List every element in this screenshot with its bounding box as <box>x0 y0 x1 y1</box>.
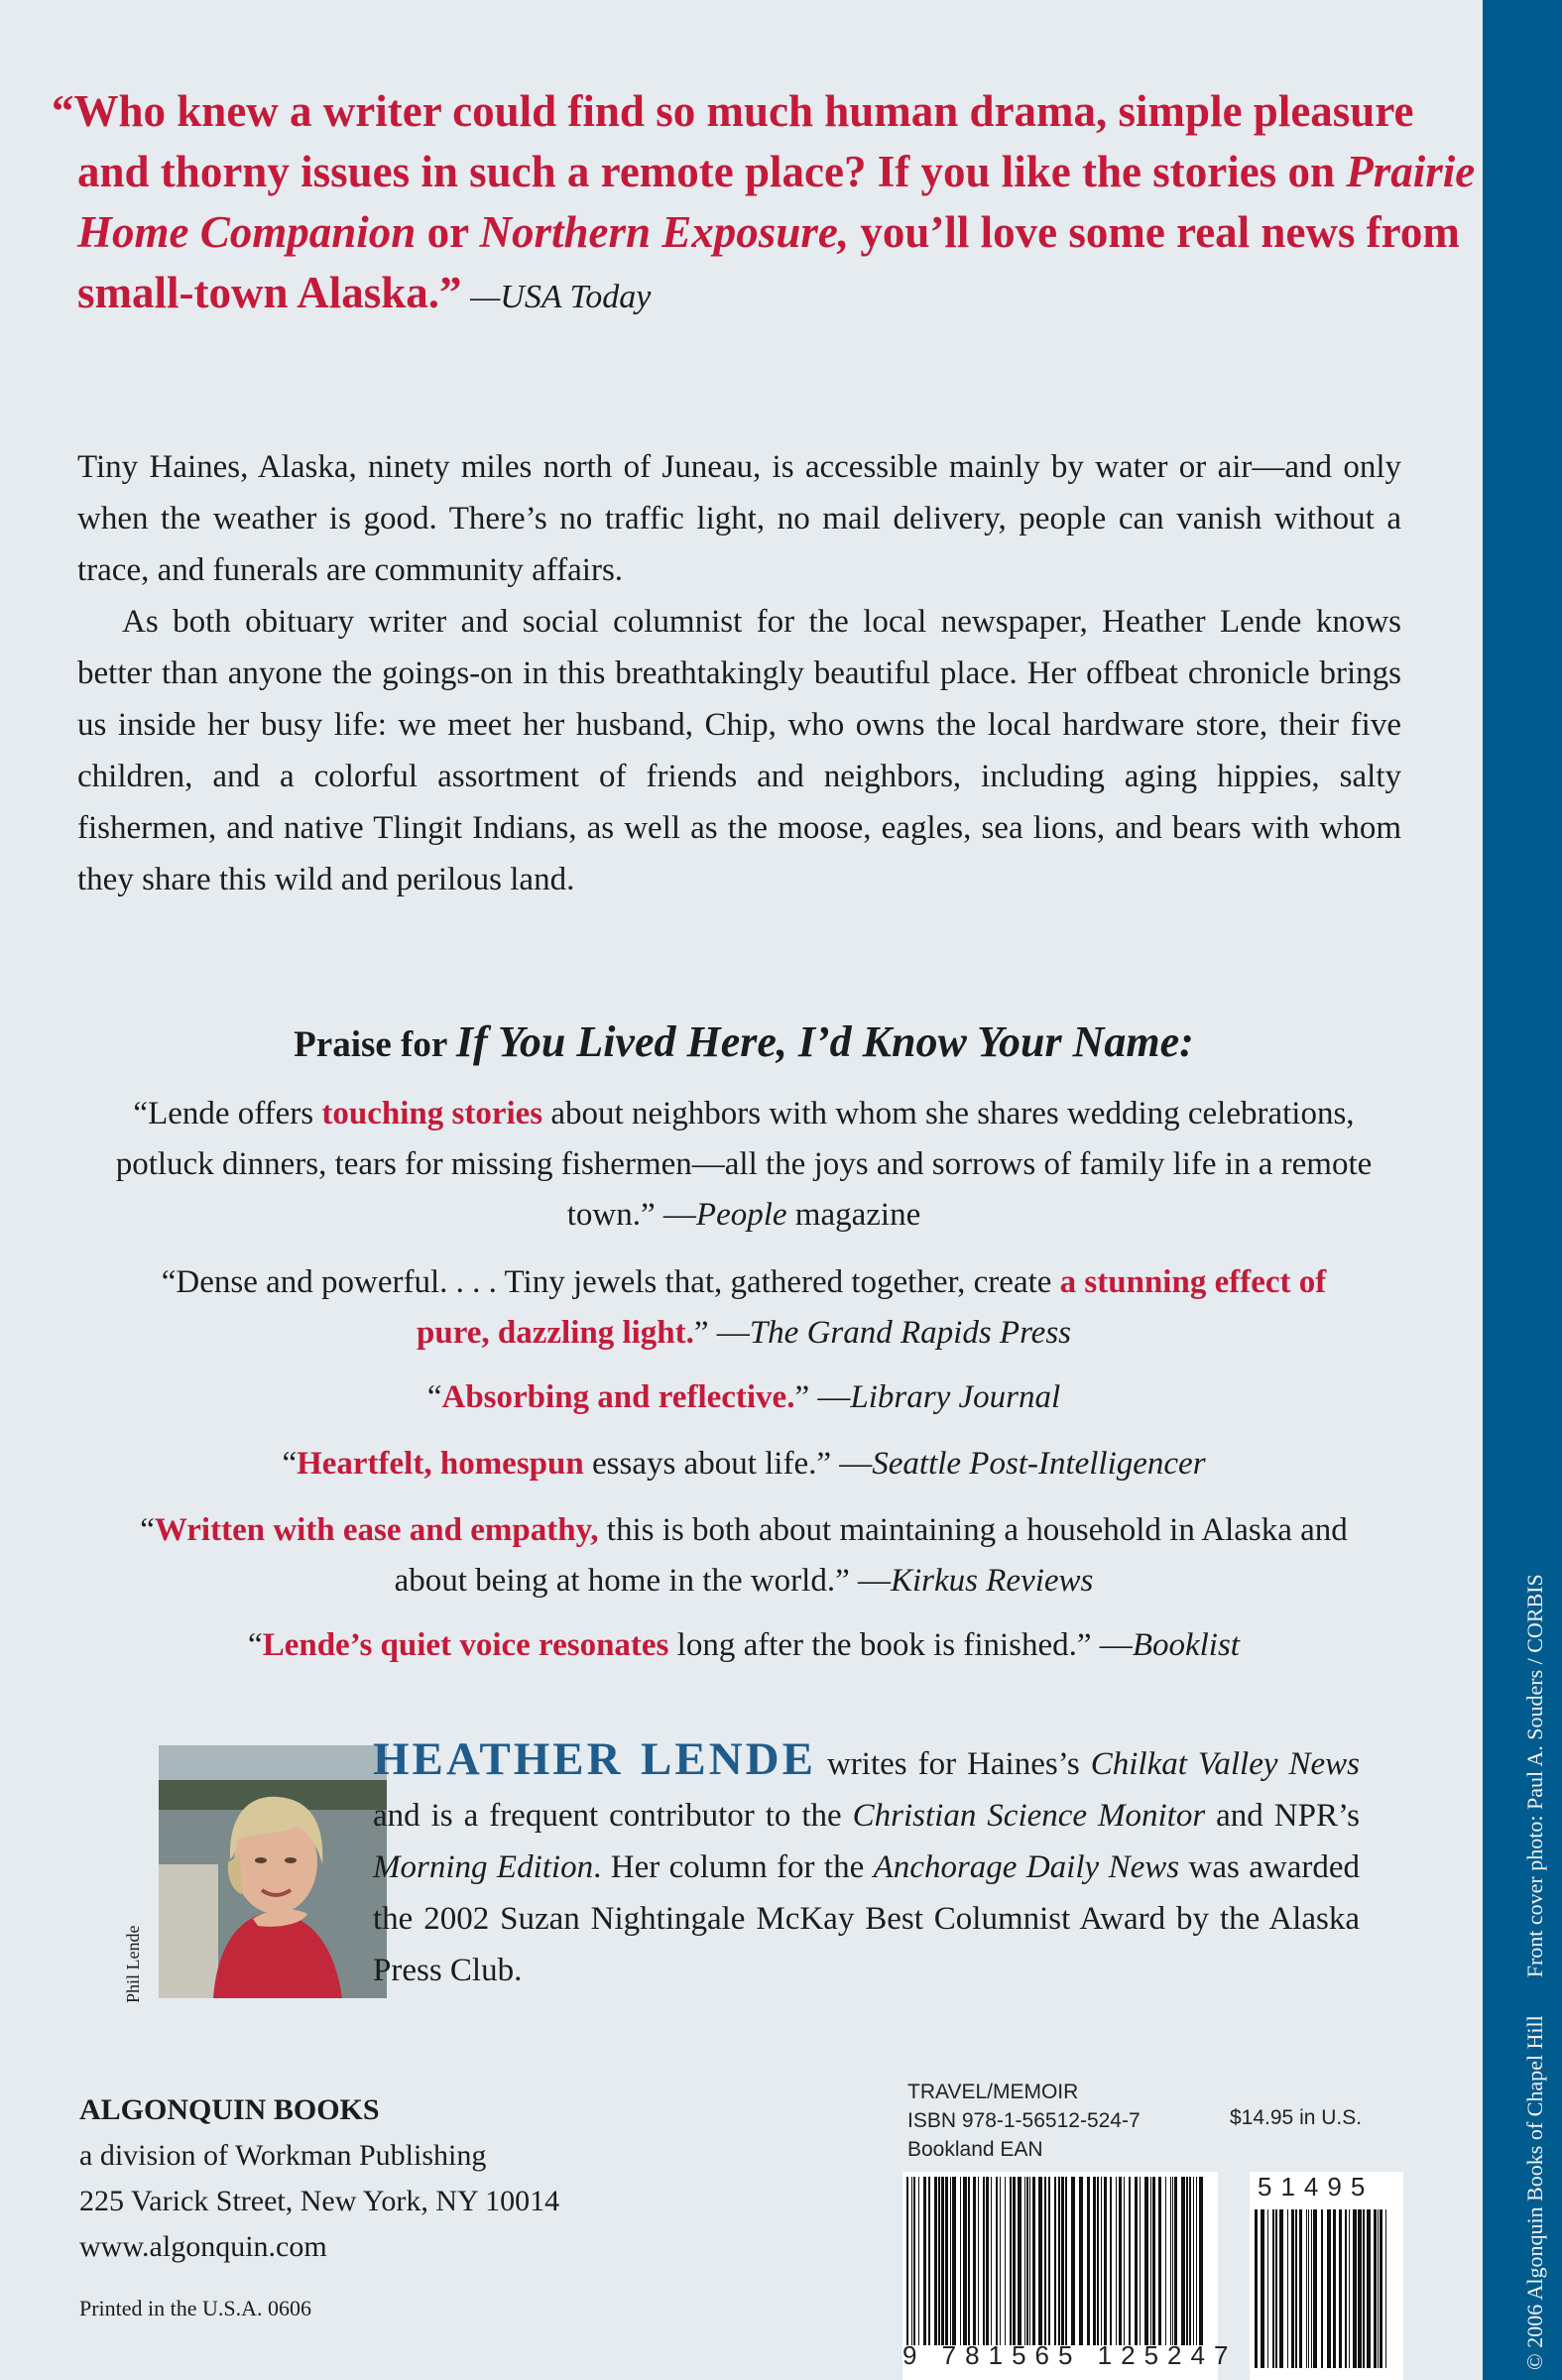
barcode-bar <box>1291 2209 1294 2368</box>
barcode-bar <box>1087 2177 1090 2345</box>
publisher-info <box>79 2087 559 2270</box>
barcode-bar <box>1378 2209 1379 2368</box>
barcode-bar <box>945 2177 948 2345</box>
barcode-bar <box>1119 2177 1122 2345</box>
review-quote: “Dense and powerful. . . . Tiny jewels that, gathered together, create a stunning effect of pure, dazzling light.” —The Grand Rapids Press <box>161 1264 1327 1351</box>
barcode-bar <box>1189 2177 1191 2345</box>
book-category: TRAVEL/MEMOIR <box>907 2081 1079 2103</box>
copyright-line: © 2006 Algonquin Books of Chapel Hill <box>1522 2015 1547 2370</box>
publisher-address: 225 Varick Street, New York, NY 10014 <box>79 2185 560 2217</box>
cover-photo-credit: Front cover photo: Paul A. Souders / CORBIS <box>1522 1574 1547 1978</box>
headline-quote: “Who knew a writer could find so much human drama, simple pleasure and thorny issues in such a remote place? If you like the stories on Prairie Home Companion or Northern Exposure, you’ll love some real news from small-town Alaska.” —USA Today <box>52 86 1476 317</box>
barcode-bar <box>1385 2209 1386 2368</box>
barcode-bar <box>1079 2177 1083 2345</box>
barcode-bar <box>991 2177 992 2345</box>
barcode-bar <box>968 2177 970 2345</box>
barcode-bar <box>1152 2177 1155 2345</box>
photo-credit: Phil Lende <box>123 1925 143 2003</box>
barcode-bars <box>906 2177 1209 2350</box>
barcode-bar <box>1279 2209 1283 2368</box>
barcode-bar <box>1299 2209 1302 2368</box>
barcode-bar <box>1272 2209 1274 2368</box>
headline-quote-source: —USA Today <box>461 279 652 315</box>
barcode-bar <box>1295 2209 1297 2368</box>
barcode-bar <box>1044 2177 1046 2345</box>
barcode-bar <box>1071 2177 1075 2345</box>
barcode-bar <box>978 2177 979 2345</box>
publisher-website: www.algonquin.com <box>79 2230 327 2263</box>
barcode-bar <box>1275 2209 1277 2368</box>
barcode-bar <box>1186 2177 1188 2345</box>
review-quote: “Written with ease and empathy, this is both about maintaining a household in Alaska and about being at home in the world.” —Kirkus Reviews <box>140 1512 1348 1599</box>
barcode-bar <box>1165 2177 1166 2345</box>
author-photo <box>159 1745 387 1998</box>
stripe-credits <box>1522 1574 1548 2370</box>
barcode-bar <box>1048 2177 1050 2345</box>
barcode-bar <box>1005 2177 1006 2345</box>
barcode-bar <box>1255 2209 1258 2368</box>
price-barcode <box>1250 2172 1403 2380</box>
barcode-bar <box>928 2177 930 2345</box>
barcode-bar <box>1308 2209 1309 2368</box>
barcode-bar <box>986 2177 989 2345</box>
barcode-bar <box>1013 2177 1016 2345</box>
barcode-bar <box>934 2177 937 2345</box>
barcode-bar <box>1345 2209 1347 2368</box>
barcode-bar <box>996 2177 998 2345</box>
barcode-bar <box>1150 2177 1151 2345</box>
publisher-division: a division of Workman Publishing <box>79 2139 487 2172</box>
barcode-bar <box>938 2177 940 2345</box>
price-code: 51495 <box>1258 2172 1375 2202</box>
barcode-bar <box>1311 2209 1312 2368</box>
barcode-bar <box>1358 2209 1362 2368</box>
review-quote: “Heartfelt, homespun essays about life.” —Seattle Post-Intelligencer <box>282 1446 1206 1482</box>
barcode-bar <box>973 2177 976 2345</box>
barcode-bar <box>1199 2177 1203 2345</box>
ean-label: Bookland EAN <box>907 2138 1043 2161</box>
barcode-bar <box>1116 2177 1117 2345</box>
barcode-bar <box>1174 2177 1177 2345</box>
barcode-bar <box>1065 2177 1067 2345</box>
barcode-bar <box>1339 2209 1342 2368</box>
barcode-bar <box>983 2177 985 2345</box>
description-paragraph: As both obituary writer and social columnist for the local newspaper, Heather Lende knows better than anyone the goings-on in this breathtakingly beautiful place. Her offbeat chronicle brings us inside her busy life: we meet her husband, Chip, who owns the local hardware store, their five children, and a colorful assortment of friends and neighbors, including aging hippies, salty fishermen, and native Tlingit Indians, as well as the moose, eagles, sea lions, and bears with whom they share this wild and perilous land. <box>77 604 1401 897</box>
barcode-bar <box>918 2177 919 2345</box>
book-description <box>77 441 1401 905</box>
price-barcode-bars <box>1255 2209 1398 2368</box>
barcode-bar <box>1140 2177 1141 2345</box>
barcode-bar <box>1135 2177 1138 2345</box>
barcode-bar <box>1380 2209 1382 2368</box>
review-quote: “Lende’s quiet voice resonates long after the book is finished.” —Booklist <box>248 1627 1240 1663</box>
barcode-bar <box>1267 2209 1268 2368</box>
barcode-bar <box>1101 2177 1102 2345</box>
barcode-bar <box>1097 2177 1099 2345</box>
barcode-bar <box>963 2177 967 2345</box>
barcode-bar <box>913 2177 915 2345</box>
barcode-bar <box>1363 2209 1365 2368</box>
barcode-bar <box>1104 2177 1107 2345</box>
barcode-bar <box>1032 2177 1035 2345</box>
barcode-bar <box>1000 2177 1001 2345</box>
barcode-bar <box>911 2177 912 2345</box>
barcode-bar <box>1026 2177 1028 2345</box>
barcode-bar <box>1353 2209 1357 2368</box>
barcode-bar <box>950 2177 951 2345</box>
barcode-bar <box>1374 2209 1377 2368</box>
barcode-bar <box>1321 2209 1323 2368</box>
barcode-bar <box>941 2177 944 2345</box>
barcode-bar <box>960 2177 961 2345</box>
barcode-bar <box>1124 2177 1125 2345</box>
barcode-bar <box>952 2177 956 2345</box>
publisher-name: ALGONQUIN BOOKS <box>79 2093 380 2126</box>
barcode-bar <box>1327 2209 1331 2368</box>
description-paragraph: Tiny Haines, Alaska, ninety miles north of Juneau, is accessible mainly by water or air—and only when the weather is good. There’s no traffic light, no mail delivery, people can vanish without a trace, and funerals are community affairs. <box>77 449 1401 588</box>
author-name: HEATHER LENDE <box>373 1733 816 1785</box>
barcode-bar <box>1054 2177 1056 2345</box>
isbn-info <box>907 2078 1141 2164</box>
barcode-bar <box>1306 2209 1307 2368</box>
barcode-bar <box>1196 2177 1197 2345</box>
barcode-bar <box>1367 2209 1371 2368</box>
barcode-number: 9 781565 125247 <box>902 2340 1238 2370</box>
isbn-barcode <box>902 2172 1238 2380</box>
barcode-bar <box>1287 2209 1288 2368</box>
barcode-bar <box>1129 2177 1131 2345</box>
review-quote: “Absorbing and reflective.” —Library Journal <box>426 1379 1061 1415</box>
barcode-bar <box>1018 2177 1021 2345</box>
author-portrait-illustration <box>159 1745 387 1998</box>
isbn-number: ISBN 978-1-56512-524-7 <box>907 2109 1141 2132</box>
price: $14.95 in U.S. <box>1230 2106 1363 2129</box>
barcode-bar <box>1170 2177 1171 2345</box>
review-quote: “Lende offers touching stories about neighbors with whom she shares wedding celebrations, potluck dinners, tears for missing fishermen—all the joys and sorrows of family life in a remote town.” —People magazine <box>115 1096 1373 1233</box>
barcode-bar <box>1333 2209 1336 2368</box>
barcode-bar <box>1061 2177 1064 2345</box>
barcode-bar <box>1172 2177 1173 2345</box>
barcode-bar <box>1058 2177 1060 2345</box>
barcode-bar <box>1349 2209 1350 2368</box>
author-bio: HEATHER LENDE writes for Haines’s Chilkat Valley News and is a frequent contributor to the Christian Science Monitor and NPR’s Morning Edition. Her column for the Anchorage Daily News was awarded the 2002 Suzan Nightingale McKay Best Columnist Award by the Alaska Press Club. <box>373 1733 1360 1988</box>
barcode-bar <box>1029 2177 1030 2345</box>
barcode-bar <box>1313 2209 1317 2368</box>
barcode-bar <box>1193 2177 1194 2345</box>
printed-note: Printed in the U.S.A. 0606 <box>79 2296 312 2320</box>
barcode-bar <box>1261 2209 1264 2368</box>
barcode-bar <box>1010 2177 1012 2345</box>
barcode-bar <box>1110 2177 1112 2345</box>
barcode-bar <box>923 2177 926 2345</box>
barcode-bar <box>1144 2177 1148 2345</box>
barcode-bar <box>1181 2177 1185 2345</box>
praise-heading: Praise for If You Lived Here, I’d Know Your Name: <box>294 1017 1194 1066</box>
barcode-bar <box>1158 2177 1161 2345</box>
barcode-bar <box>1038 2177 1042 2345</box>
barcode-bar <box>1093 2177 1096 2345</box>
barcode-bar <box>1024 2177 1025 2345</box>
barcode-bar <box>906 2177 908 2345</box>
